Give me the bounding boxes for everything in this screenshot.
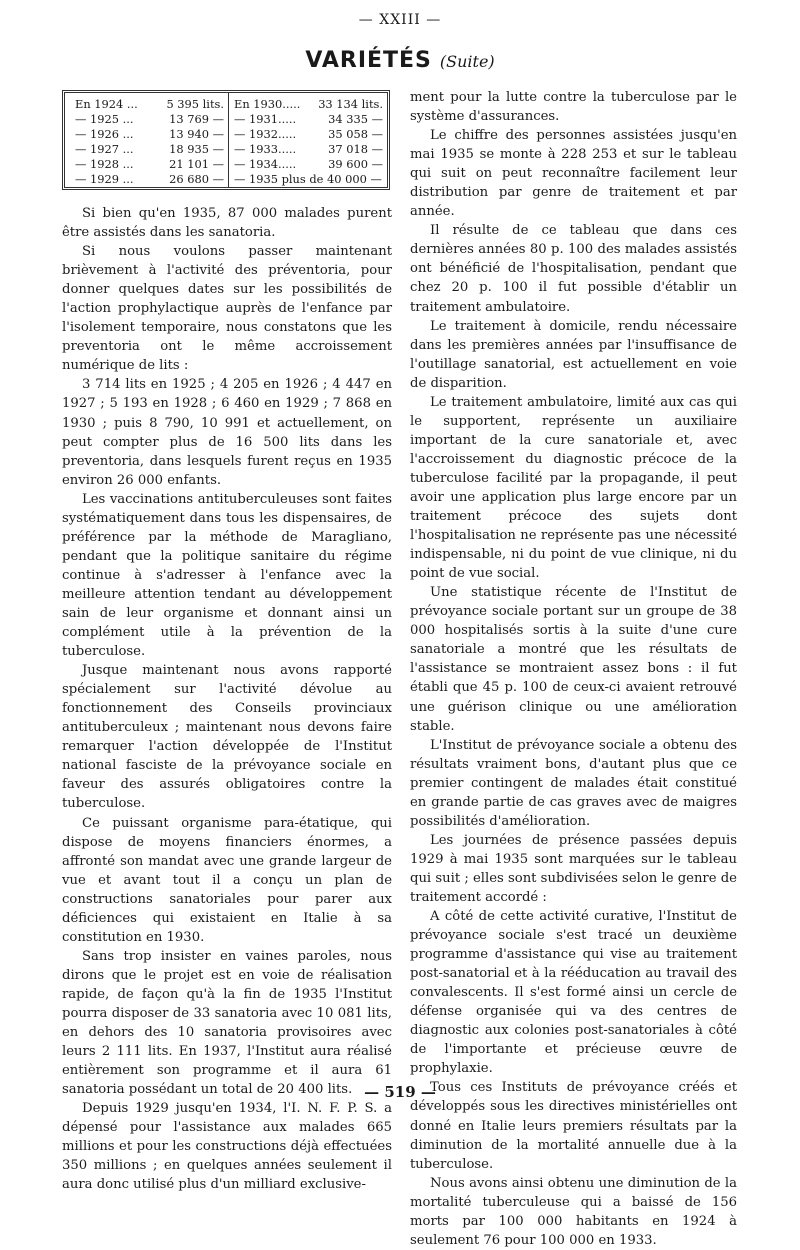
- paragraph: Nous avons ainsi obtenu une diminution de la mortalité tuberculeuse qui a baissé de 156 morts par 100 000 habitants en 1924 à seulement 76 pour 100 000 en 1933.: [410, 1175, 737, 1248]
- table-year: — 1929 ...: [75, 172, 134, 186]
- beds-table-right: [228, 93, 387, 187]
- table-beds: 13 940 —: [169, 127, 224, 141]
- paragraph: Le traitement ambulatoire, limité aux cas qui le supportent, représente un auxiliaire important de la cure sanatoriale et, avec l'accroissement du diagnostic précoce de la tuberculose facilité par la propagande, il peut avoir une application plus large encore par un traitement précoce des sujets dont l'hospitalisation ne représente pas une nécessité indispensable, ni du point de vue clinique, ni du point de vue social.: [410, 394, 737, 582]
- table-beds: 34 335 —: [328, 112, 383, 126]
- table-year: — 1925 ...: [75, 112, 134, 126]
- table-beds: 5 395 lits.: [166, 97, 224, 111]
- table-row: [234, 97, 383, 112]
- paragraph: 3 714 lits en 1925 ; 4 205 en 1926 ; 4 447 en 1927 ; 5 193 en 1928 ; 6 460 en 1929 ; 7 868 en 1930 ; puis 8 790, 10 991 et actuellement, on peut compter plus de 16 500 lits dans les preventoria, dans lesquels furent reçus en 1935 environ 26 000 enfants.: [62, 377, 392, 488]
- paragraph: Sans trop insister en vaines paroles, nous dirons que le projet est en voie de réalisation rapide, de façon qu'à la fin de 1935 l'Institut pourra disposer de 33 sanatoria avec 10 081 lits, en dehors des 10 sanatoria provisoires avec leurs 2 111 lits. En 1937, l'Institut aura réalisé entièrement son programme et il aura 61 sanatoria possédant un total de 20 400 lits.: [62, 948, 392, 1098]
- left-column: [62, 204, 392, 1194]
- table-beds: 26 680 —: [169, 172, 224, 186]
- table-beds: 18 935 —: [169, 142, 224, 156]
- table-year: — 1928 ...: [75, 157, 134, 171]
- right-column: [410, 88, 737, 1250]
- paragraph: Jusque maintenant nous avons rapporté spécialement sur l'activité dévolue au fonctionnement des Conseils provinciaux antituberculeux ; maintenant nous devons faire remarquer l'action développée de l'Institut national fasciste de la prévoyance sociale en faveur des assurés obligatoires contre la tuberculose.: [62, 663, 392, 812]
- table-row: [75, 112, 224, 127]
- table-row: [75, 142, 224, 157]
- paragraph: L'Institut de prévoyance sociale a obtenu des résultats vraiment bons, d'autant plus que ce premier contingent de malades était constitué en grande partie de cas graves avec de maigres possibilités d'amélioration.: [410, 737, 737, 829]
- page-number: — 519 —: [364, 1083, 436, 1101]
- table-beds: 21 101 —: [169, 157, 224, 171]
- paragraph: ment pour la lutte contre la tuberculose par le système d'assurances.: [410, 90, 737, 125]
- table-row: [234, 172, 383, 187]
- page-title: [0, 48, 800, 73]
- table-row: [75, 127, 224, 142]
- table-row: [75, 172, 224, 187]
- table-row: [234, 157, 383, 172]
- table-year: — 1934.....: [234, 157, 297, 171]
- table-year: — 1927 ...: [75, 142, 134, 156]
- table-beds: 39 600 —: [328, 157, 383, 171]
- running-head: — XXIII —: [358, 12, 442, 28]
- table-row: [75, 157, 224, 172]
- table-year: — 1932.....: [234, 127, 297, 141]
- paragraph: Si nous voulons passer maintenant brièvement à l'activité des préventoria, pour donner quelques dates sur les possibilités de l'action prophylactique auprès de l'enfance par l'isolement temporaire, nous constatons que les preventoria ont le même accroissement numérique de lits :: [62, 244, 392, 374]
- paragraph: A côté de cette activité curative, l'Institut de prévoyance sociale s'est tracé un deuxième programme d'assistance qui vise au traitement post-sanatorial et à la rééducation au travail des convalescents. Il s'est formé ainsi un cercle de défense organisée qui va des centres de diagnostic aux colonies post-sanatoriales à côté de l'importante et précieuse œuvre de prophylaxie.: [410, 909, 737, 1077]
- title-suffix: (Suite): [439, 52, 495, 71]
- table-year: — 1931.....: [234, 112, 297, 126]
- table-year: — 1926 ...: [75, 127, 134, 141]
- paragraph: Depuis 1929 jusqu'en 1934, l'I. N. F. P. S. a dépensé pour l'assistance aux malades 665 millions et pour les constructions déjà effectuées 350 millions ; en quelques années seulement il aura donc utilisé plus d'un milliard exclusive-: [62, 1101, 392, 1193]
- beds-table: [62, 90, 390, 190]
- paragraph: Le traitement à domicile, rendu nécessaire dans les premières années par l'insuffisance de l'outillage sanatorial, est actuellement en voie de disparition.: [410, 318, 737, 391]
- paragraph: Les journées de présence passées depuis 1929 à mai 1935 sont marquées sur le tableau qui suit ; elles sont subdivisées selon le genre de traitement accordé :: [410, 832, 737, 905]
- table-beds: 13 769 —: [169, 112, 224, 126]
- paragraph: Si bien qu'en 1935, 87 000 malades purent être assistés dans les sanatoria.: [62, 206, 392, 241]
- paragraph: Une statistique récente de l'Institut de prévoyance sociale portant sur un groupe de 38 000 hospitalisés sortis à la suite d'une cure sanatoriale a montré que les résultats de l'assistance se montraient assez bons : il fut établi que 45 p. 100 de ceux-ci avaient retrouvé une guérison clinique ou une amélioration stable.: [410, 585, 737, 734]
- paragraph: Les vaccinations antituberculeuses sont faites systématiquement dans tous les dispensaires, de préférence par la méthode de Maragliano, pendant que la politique sanitaire du régime continue à s'adresser à l'enfance avec la meilleure attention tendant au développement sain de leur organisme et donnant ainsi un complément utile à la prévention de la tuberculose.: [62, 491, 392, 660]
- table-beds: 35 058 —: [328, 127, 383, 141]
- table-row: [234, 142, 383, 157]
- paragraph: Le chiffre des personnes assistées jusqu'en mai 1935 se monte à 228 253 et sur le tableau qui suit on peut reconnaître facilement leur distribution par genre de traitement et par année.: [410, 128, 737, 220]
- paragraph: Il résulte de ce tableau que dans ces dernières années 80 p. 100 des malades assistés ont bénéficié de l'hospitalisation, pendant que chez 20 p. 100 il fut possible d'établir un traitement ambulatoire.: [410, 223, 737, 315]
- table-row: [234, 127, 383, 142]
- table-beds: 37 018 —: [328, 142, 383, 156]
- table-year: — 1933.....: [234, 142, 297, 156]
- beds-table-left: [65, 93, 228, 187]
- table-row: [234, 112, 383, 127]
- paragraph: Tous ces Instituts de prévoyance créés et développés sous les directives ministérielles ont donné en Italie leurs premiers résultats par la diminution de la mortalité annuelle due à la tuberculose.: [410, 1080, 737, 1172]
- table-year: En 1924 ...: [75, 97, 138, 111]
- paragraph: Ce puissant organisme para-étatique, qui dispose de moyens financiers énormes, a affronté son mandat avec une grande largeur de vue et avant tout il a conçu un plan de constructions sanatoriales pour parer aux déficiences qui existaient en Italie à sa constitution en 1930.: [62, 815, 392, 945]
- table-year: En 1930.....: [234, 97, 301, 111]
- title-text: VARIÉTÉS: [305, 48, 432, 73]
- table-beds: 33 134 lits.: [318, 97, 383, 111]
- table-year: — 1935 plus de 40 000 —: [234, 172, 382, 186]
- table-row: [75, 97, 224, 112]
